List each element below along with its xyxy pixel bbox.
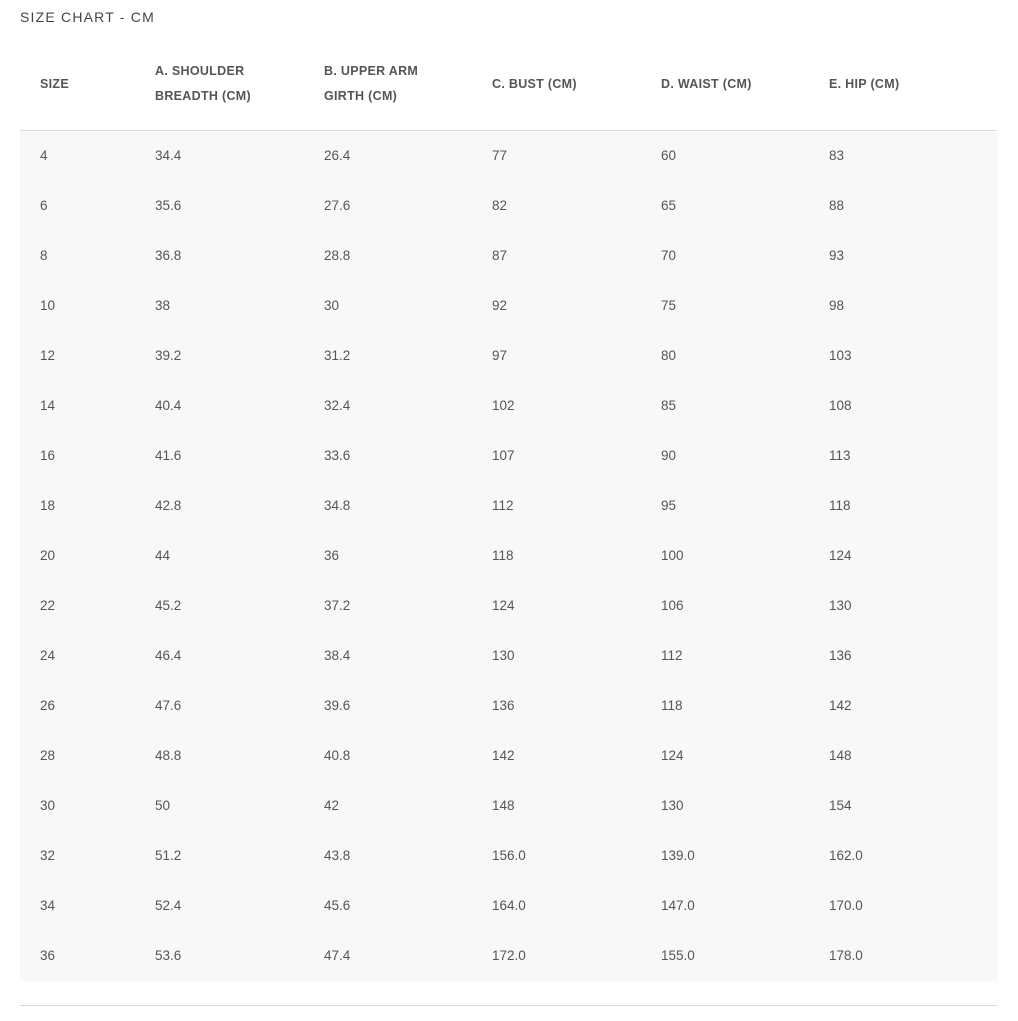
cell-hip: 88 <box>829 198 845 213</box>
cell-size: 6 <box>40 198 48 213</box>
cell-size: 20 <box>40 548 56 563</box>
cell-shoulder-breadth: 53.6 <box>155 948 182 963</box>
table-row <box>20 681 997 731</box>
cell-shoulder-breadth: 38 <box>155 298 171 313</box>
cell-upper-arm-girth: 45.6 <box>324 898 351 913</box>
cell-waist: 90 <box>661 448 677 463</box>
cell-hip: 136 <box>829 648 852 663</box>
cell-bust: 142 <box>492 748 515 763</box>
cell-upper-arm-girth: 26.4 <box>324 148 351 164</box>
cell-bust: 130 <box>492 648 515 663</box>
cell-shoulder-breadth: 36.8 <box>155 248 182 263</box>
table-header-row <box>20 38 997 131</box>
cell-upper-arm-girth: 37.2 <box>324 598 351 613</box>
cell-bust: 107 <box>492 448 515 463</box>
cell-size: 28 <box>40 748 56 763</box>
cell-size: 8 <box>40 248 48 263</box>
cell-bust: 97 <box>492 348 508 363</box>
table-row <box>20 631 997 681</box>
cell-hip: 103 <box>829 348 852 363</box>
table-row <box>20 131 997 181</box>
column-header-upper-arm-girth: B. UPPER ARM GIRTH (CM) <box>324 38 492 131</box>
cell-size: 26 <box>40 698 56 713</box>
table-row <box>20 231 997 281</box>
cell-waist: 60 <box>661 148 677 164</box>
cell-bust: 148 <box>492 798 515 813</box>
column-header-size: SIZE <box>20 38 155 131</box>
cell-waist: 139.0 <box>661 848 695 863</box>
table-row <box>20 581 997 631</box>
cell-size: 36 <box>40 948 56 963</box>
cell-hip: 124 <box>829 548 852 563</box>
cell-hip: 118 <box>829 498 851 513</box>
cell-shoulder-breadth: 52.4 <box>155 898 182 913</box>
cell-bust: 92 <box>492 298 508 313</box>
cell-size: 16 <box>40 448 56 463</box>
cell-waist: 112 <box>661 648 683 663</box>
cell-waist: 118 <box>661 698 683 713</box>
cell-waist: 95 <box>661 498 677 513</box>
cell-upper-arm-girth: 30 <box>324 298 340 313</box>
cell-bust: 136 <box>492 698 515 713</box>
cell-bust: 87 <box>492 248 508 263</box>
cell-bust: 82 <box>492 198 508 213</box>
cell-size: 4 <box>40 148 48 164</box>
cell-hip: 178.0 <box>829 948 863 963</box>
cell-waist: 124 <box>661 748 684 763</box>
table-row <box>20 831 997 881</box>
cell-bust: 102 <box>492 398 515 413</box>
size-chart-table-container <box>20 38 997 981</box>
cell-bust: 172.0 <box>492 948 526 963</box>
cell-upper-arm-girth: 34.8 <box>324 498 351 513</box>
cell-bust: 112 <box>492 498 514 513</box>
cell-bust: 118 <box>492 548 514 563</box>
cell-shoulder-breadth: 46.4 <box>155 648 182 663</box>
cell-hip: 83 <box>829 148 845 164</box>
table-row <box>20 731 997 781</box>
page-title: SIZE CHART - CM <box>20 9 155 25</box>
column-header-hip: E. HIP (CM) <box>829 38 997 131</box>
table-row <box>20 281 997 331</box>
cell-shoulder-breadth: 48.8 <box>155 748 182 763</box>
cell-upper-arm-girth: 28.8 <box>324 248 351 263</box>
cell-size: 18 <box>40 498 56 513</box>
table-row <box>20 431 997 481</box>
cell-shoulder-breadth: 50 <box>155 798 171 813</box>
cell-hip: 93 <box>829 248 845 263</box>
cell-upper-arm-girth: 39.6 <box>324 698 351 713</box>
cell-bust: 77 <box>492 148 508 164</box>
cell-hip: 154 <box>829 798 852 813</box>
cell-upper-arm-girth: 38.4 <box>324 648 351 663</box>
table-row <box>20 381 997 431</box>
table-row <box>20 881 997 931</box>
column-header-waist: D. WAIST (CM) <box>661 38 829 131</box>
column-header-shoulder-breadth: A. SHOULDER BREADTH (CM) <box>155 38 324 131</box>
table-row <box>20 181 997 231</box>
cell-size: 12 <box>40 348 56 363</box>
cell-bust: 164.0 <box>492 898 526 913</box>
cell-shoulder-breadth: 41.6 <box>155 448 182 463</box>
table-row <box>20 481 997 531</box>
cell-upper-arm-girth: 36 <box>324 548 340 563</box>
cell-shoulder-breadth: 42.8 <box>155 498 182 513</box>
cell-waist: 100 <box>661 548 684 563</box>
cell-waist: 65 <box>661 198 677 213</box>
table-row <box>20 781 997 831</box>
cell-waist: 130 <box>661 798 684 813</box>
cell-upper-arm-girth: 32.4 <box>324 398 351 413</box>
cell-waist: 155.0 <box>661 948 695 963</box>
cell-shoulder-breadth: 39.2 <box>155 348 182 363</box>
cell-hip: 170.0 <box>829 898 863 913</box>
cell-size: 34 <box>40 898 56 913</box>
cell-shoulder-breadth: 51.2 <box>155 848 182 863</box>
cell-waist: 80 <box>661 348 677 363</box>
cell-hip: 130 <box>829 598 852 613</box>
cell-upper-arm-girth: 40.8 <box>324 748 351 763</box>
cell-shoulder-breadth: 45.2 <box>155 598 182 613</box>
cell-shoulder-breadth: 35.6 <box>155 198 182 213</box>
cell-hip: 162.0 <box>829 848 863 863</box>
cell-size: 32 <box>40 848 56 863</box>
cell-size: 22 <box>40 598 56 613</box>
cell-waist: 70 <box>661 248 677 263</box>
cell-shoulder-breadth: 47.6 <box>155 698 182 713</box>
bottom-divider <box>20 1005 997 1006</box>
cell-upper-arm-girth: 31.2 <box>324 348 351 363</box>
cell-hip: 113 <box>829 448 851 463</box>
cell-hip: 142 <box>829 698 852 713</box>
cell-upper-arm-girth: 27.6 <box>324 198 351 213</box>
table-row <box>20 931 997 981</box>
cell-shoulder-breadth: 44 <box>155 548 171 563</box>
cell-shoulder-breadth: 40.4 <box>155 398 182 413</box>
cell-size: 24 <box>40 648 56 663</box>
cell-upper-arm-girth: 43.8 <box>324 848 351 863</box>
cell-upper-arm-girth: 47.4 <box>324 948 351 963</box>
cell-bust: 156.0 <box>492 848 526 863</box>
cell-upper-arm-girth: 33.6 <box>324 448 351 463</box>
column-header-bust: C. BUST (CM) <box>492 38 661 131</box>
cell-waist: 85 <box>661 398 677 413</box>
cell-waist: 147.0 <box>661 898 695 913</box>
cell-size: 14 <box>40 398 56 413</box>
cell-shoulder-breadth: 34.4 <box>155 148 182 164</box>
cell-size: 10 <box>40 298 56 313</box>
cell-size: 30 <box>40 798 56 813</box>
table-row <box>20 531 997 581</box>
table-body <box>20 131 997 981</box>
cell-hip: 98 <box>829 298 845 313</box>
table-row <box>20 331 997 381</box>
size-chart-table <box>20 38 997 981</box>
cell-upper-arm-girth: 42 <box>324 798 340 813</box>
cell-waist: 75 <box>661 298 677 313</box>
cell-hip: 108 <box>829 398 852 413</box>
cell-hip: 148 <box>829 748 852 763</box>
cell-waist: 106 <box>661 598 684 613</box>
cell-bust: 124 <box>492 598 515 613</box>
